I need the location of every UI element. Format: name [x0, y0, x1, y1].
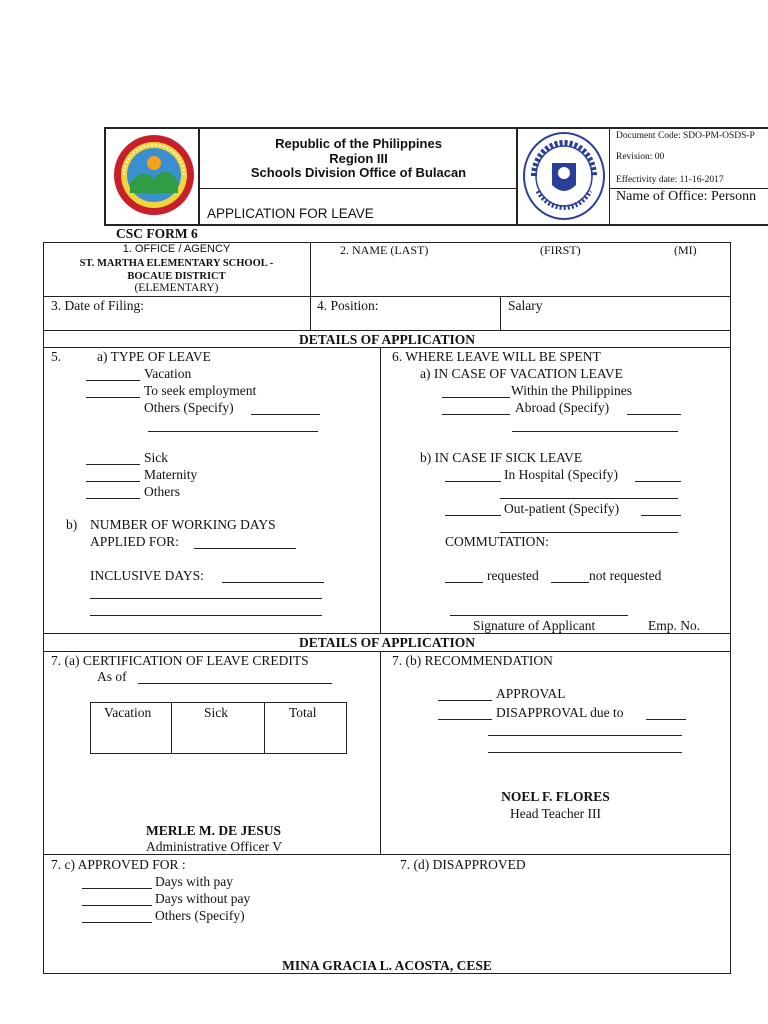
recommendation-title: 7. (b) RECOMMENDATION — [392, 653, 553, 668]
name-last-label: 2. NAME (LAST) — [340, 243, 429, 257]
hospital-blank-3[interactable] — [500, 498, 678, 499]
officer-name: MERLE M. DE JESUS — [146, 823, 282, 838]
csc-form-no: CSC FORM 6 — [116, 226, 198, 241]
form-title: APPLICATION FOR LEAVE — [207, 206, 374, 221]
emp-no-label: Emp. No. — [648, 618, 701, 633]
not-requested-blank[interactable] — [551, 582, 589, 583]
details-title-1: DETAILS OF APPLICATION — [298, 332, 476, 347]
inclusive-days-blank[interactable] — [222, 582, 324, 583]
without-pay-label: Days without pay — [155, 891, 251, 906]
final-signatory: MINA GRACIA L. ACOSTA, CESE — [282, 958, 492, 973]
approval-label: APPROVAL — [496, 686, 566, 701]
approved-others-label: Others (Specify) — [155, 908, 245, 923]
outpatient-blank[interactable] — [445, 515, 501, 516]
inclusive-days-label: INCLUSIVE DAYS: — [90, 568, 204, 583]
school-line3: (ELEMENTARY) — [134, 282, 219, 294]
maternity-label: Maternity — [144, 467, 198, 482]
region-text: Region III — [329, 151, 388, 166]
effectivity-date: Effectivity date: 11-16-2017 — [616, 175, 724, 185]
outpatient-blank-2[interactable] — [641, 515, 681, 516]
others-label: Others — [144, 484, 180, 499]
approval-blank[interactable] — [438, 700, 492, 701]
others-specify-label: Others (Specify) — [144, 400, 234, 415]
applied-for-label: APPLIED FOR: — [90, 534, 179, 549]
disapproval-blank-2[interactable] — [646, 719, 686, 720]
within-philippines-label: Within the Philippines — [511, 383, 632, 398]
abroad-label: Abroad (Specify) — [515, 400, 610, 415]
date-filing-label: 3. Date of Filing: — [51, 298, 144, 313]
with-pay-blank[interactable] — [82, 888, 152, 889]
without-pay-blank[interactable] — [82, 905, 152, 906]
revision: Revision: 00 — [616, 152, 665, 162]
school-line2: BOCAUE DISTRICT — [127, 271, 226, 282]
details-title-2: DETAILS OF APPLICATION — [298, 635, 476, 650]
division-seal-icon — [112, 133, 196, 217]
division-text: Schools Division Office of Bulacan — [250, 165, 467, 180]
deped-seal-icon — [522, 131, 606, 221]
disapproved-title: 7. (d) DISAPPROVED — [400, 857, 526, 872]
others-specify-blank-2[interactable] — [148, 431, 318, 432]
outpatient-blank-3[interactable] — [500, 532, 678, 533]
signature-label: Signature of Applicant — [473, 618, 596, 633]
name-first-label: (FIRST) — [540, 243, 581, 257]
others-specify-blank[interactable] — [251, 414, 320, 415]
outpatient-label: Out-patient (Specify) — [504, 501, 620, 516]
type-of-leave-title: a) TYPE OF LEAVE — [97, 349, 211, 364]
requested-label: requested — [487, 568, 539, 583]
requested-blank[interactable] — [445, 582, 483, 583]
section5-num: 5. — [51, 349, 62, 364]
working-days-label: NUMBER OF WORKING DAYS — [90, 517, 276, 532]
republic-text: Republic of the Philippines — [275, 136, 442, 151]
abroad-blank-2[interactable] — [627, 414, 681, 415]
inclusive-days-blank-3[interactable] — [90, 615, 322, 616]
recommender-title: Head Teacher III — [510, 806, 601, 821]
disapproval-blank-3[interactable] — [488, 735, 682, 736]
applied-for-blank[interactable] — [194, 548, 296, 549]
not-requested-label: not requested — [589, 568, 662, 583]
seek-employment-blank[interactable] — [86, 397, 140, 398]
credits-col-total: Total — [289, 705, 317, 720]
recommender-name: NOEL F. FLORES — [501, 789, 610, 804]
seek-employment-label: To seek employment — [144, 383, 257, 398]
credits-title: 7. (a) CERTIFICATION OF LEAVE CREDITS — [51, 653, 309, 668]
section5b-label: b) — [66, 517, 78, 532]
commutation-label: COMMUTATION: — [445, 534, 549, 549]
as-of-blank[interactable] — [138, 683, 332, 684]
name-mi-label: (MI) — [674, 243, 697, 257]
disapproval-label: DISAPPROVAL due to — [496, 705, 624, 720]
signature-line[interactable] — [450, 615, 628, 616]
credits-col-vacation: Vacation — [104, 705, 152, 720]
approved-others-blank[interactable] — [82, 922, 152, 923]
sick-label: Sick — [144, 450, 169, 465]
officer-title: Administrative Officer V — [146, 839, 282, 854]
abroad-blank[interactable] — [442, 414, 510, 415]
office-agency-label: 1. OFFICE / AGENCY — [122, 243, 231, 255]
doc-code: Document Code: SDO-PM-OSDS-P — [616, 131, 755, 141]
salary-label: Salary — [508, 298, 543, 313]
office-name: Name of Office: Personn — [616, 189, 757, 204]
sick-blank[interactable] — [86, 464, 140, 465]
vacation-label: Vacation — [144, 366, 192, 381]
inclusive-days-blank-2[interactable] — [90, 598, 322, 599]
school-line1: ST. MARTHA ELEMENTARY SCHOOL - — [79, 258, 274, 269]
others-blank[interactable] — [86, 498, 140, 499]
abroad-blank-3[interactable] — [512, 431, 678, 432]
vacation-blank[interactable] — [86, 380, 140, 381]
as-of-label: As of — [97, 669, 127, 684]
credits-col-sick: Sick — [204, 705, 229, 720]
hospital-blank[interactable] — [445, 481, 501, 482]
with-pay-label: Days with pay — [155, 874, 233, 889]
position-label: 4. Position: — [317, 298, 379, 313]
where-spent-title: 6. WHERE LEAVE WILL BE SPENT — [392, 349, 601, 364]
disapproval-blank[interactable] — [438, 719, 492, 720]
vacation-case-label: a) IN CASE OF VACATION LEAVE — [420, 366, 623, 381]
sick-case-label: b) IN CASE IF SICK LEAVE — [420, 450, 583, 465]
disapproval-blank-4[interactable] — [488, 752, 682, 753]
approved-for-title: 7. c) APPROVED FOR : — [51, 857, 186, 872]
maternity-blank[interactable] — [86, 481, 140, 482]
hospital-blank-2[interactable] — [635, 481, 681, 482]
hospital-label: In Hospital (Specify) — [504, 467, 618, 482]
within-blank[interactable] — [442, 397, 510, 398]
